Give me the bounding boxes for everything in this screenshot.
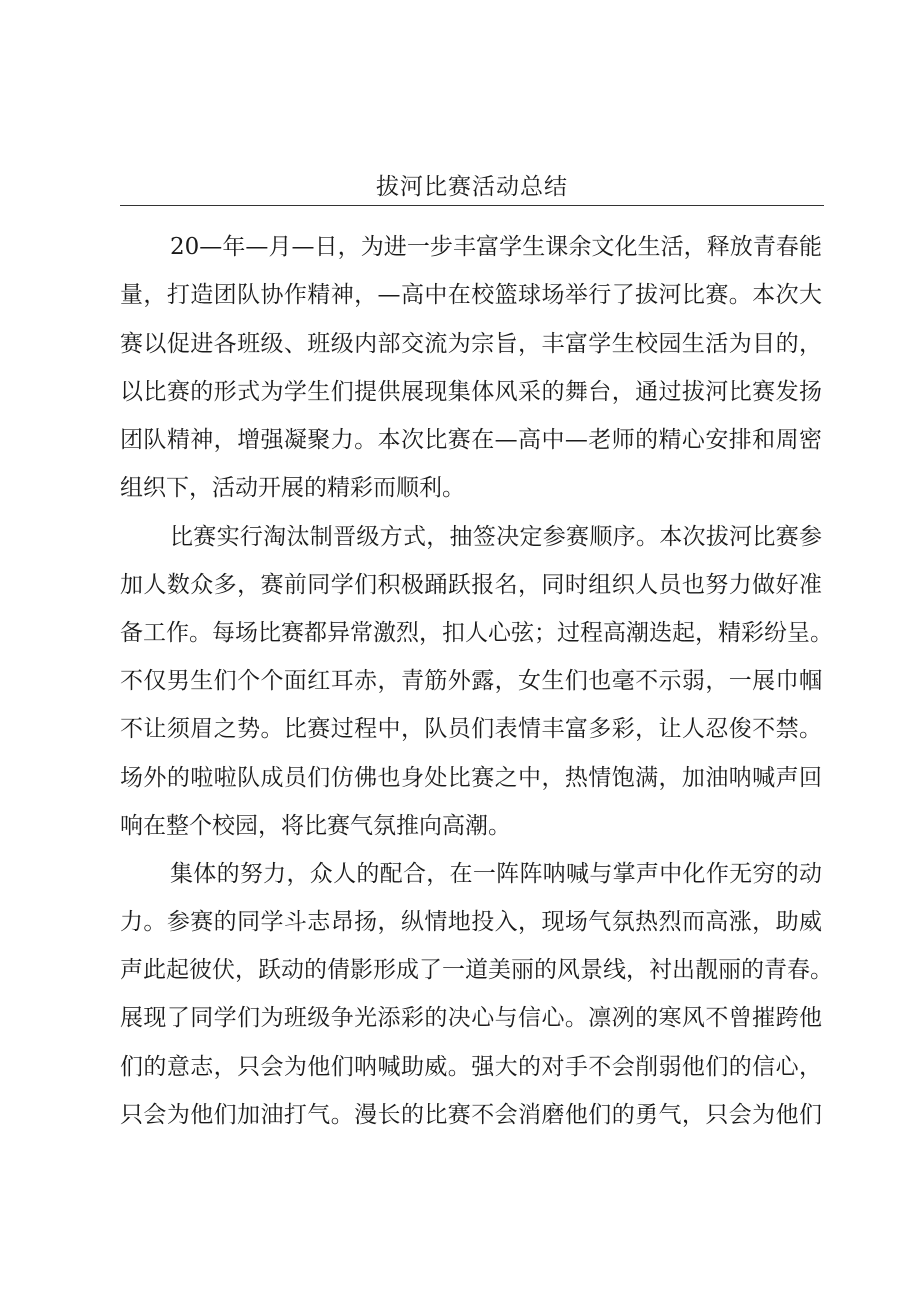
paragraph-line: 组织下，活动开展的精彩而顺利。 <box>120 475 465 501</box>
paragraph-line: 只会为他们加油打气。漫长的比赛不会消磨他们的勇气，只会为他们 <box>120 1102 822 1128</box>
paragraph-line: 以比赛的形式为学生们提供展现集体风采的舞台，通过拔河比赛发扬 <box>120 379 822 405</box>
paragraph-line: 场外的啦啦队成员们仿佛也身处比赛之中，热情饱满，加油呐喊声回 <box>120 765 822 791</box>
document-title: 拔河比赛活动总结 <box>376 174 568 200</box>
paragraph-line: 备工作。每场比赛都异常激烈，扣人心弦；过程高潮迭起，精彩纷呈。 <box>120 620 833 646</box>
paragraph-line: 力。参赛的同学斗志昂扬，纵情地投入，现场气氛热烈而高涨，助威 <box>120 909 822 935</box>
paragraph-line: 展现了同学们为班级争光添彩的决心与信心。凛冽的寒风不曾摧跨他 <box>120 1005 822 1031</box>
paragraph-line: 团队精神，增强凝聚力。本次比赛在—高中—老师的精心安排和周密 <box>120 427 822 453</box>
paragraph-line: 加人数众多，赛前同学们积极踊跃报名，同时组织人员也努力做好准 <box>120 572 822 598</box>
paragraph-line: 比赛实行淘汰制晋级方式，抽签决定参赛顺序。本次拔河比赛参 <box>170 524 822 550</box>
paragraph-line: 赛以促进各班级、班级内部交流为宗旨，丰富学生校园生活为目的， <box>120 331 822 357</box>
paragraph-line: 集体的努力，众人的配合，在一阵阵呐喊与掌声中化作无穷的动 <box>170 861 822 887</box>
paragraph-line: 量，打造团队协作精神，—高中在校篮球场举行了拔河比赛。本次大 <box>120 282 822 308</box>
paragraph-line: 不让须眉之势。比赛过程中，队员们表情丰富多彩，让人忍俊不禁。 <box>120 716 822 742</box>
title-underline <box>120 205 824 206</box>
paragraph-line: 声此起彼伏，跃动的倩影形成了一道美丽的风景线，衬出靓丽的青春。 <box>120 957 833 983</box>
paragraph-line: 响在整个校园，将比赛气氛推向高潮。 <box>120 813 511 839</box>
paragraph-line: 20—年—月—日，为进一步丰富学生课余文化生活，释放青春能 <box>170 234 822 260</box>
paragraph-line: 不仅男生们个个面红耳赤，青筋外露，女生们也毫不示弱，一展巾帼 <box>120 668 822 694</box>
paragraph-line: 们的意志，只会为他们呐喊助威。强大的对手不会削弱他们的信心， <box>120 1054 822 1080</box>
